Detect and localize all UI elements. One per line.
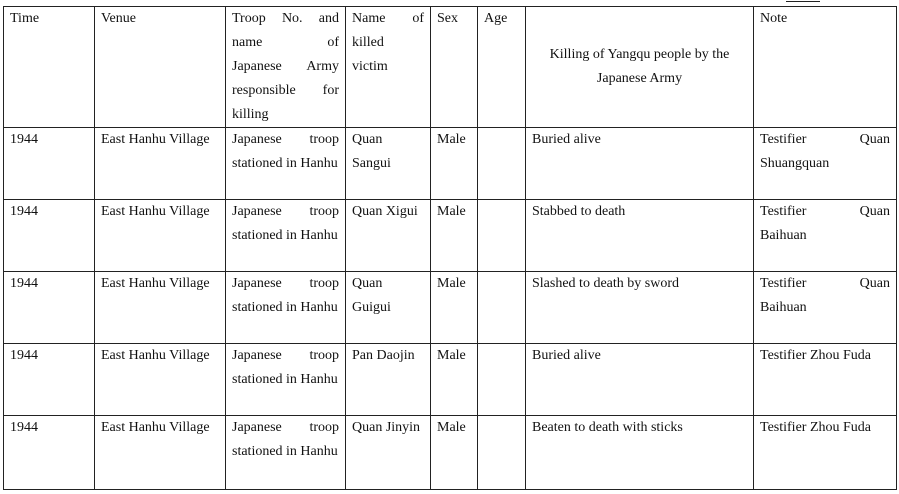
- cell-troop: Japanese troop stationed in Hanhu: [226, 128, 346, 200]
- table-row: [4, 416, 897, 490]
- cell-age: [478, 128, 526, 200]
- header-venue: Venue: [95, 7, 226, 128]
- cell-age: [478, 200, 526, 272]
- cell-description: Buried alive: [526, 128, 754, 200]
- cell-note: Testifier Quan Baihuan: [754, 272, 897, 344]
- killing-record-table: [3, 6, 897, 490]
- table-row: [4, 272, 897, 344]
- cell-venue: East Hanhu Village: [95, 416, 226, 490]
- cell-time: 1944: [4, 200, 95, 272]
- cell-age: [478, 344, 526, 416]
- table-row: [4, 200, 897, 272]
- cell-note: Testifier Zhou Fuda: [754, 416, 897, 490]
- cell-victim: Pan Daojin: [346, 344, 431, 416]
- cell-troop: Japanese troop stationed in Hanhu: [226, 344, 346, 416]
- header-victim: Name of killed victim: [346, 7, 431, 128]
- cell-sex: Male: [431, 272, 478, 344]
- header-time: Time: [4, 7, 95, 128]
- cell-sex: Male: [431, 416, 478, 490]
- cell-troop: Japanese troop stationed in Hanhu: [226, 272, 346, 344]
- cell-time: 1944: [4, 344, 95, 416]
- cell-victim: Quan Sangui: [346, 128, 431, 200]
- cell-troop: Japanese troop stationed in Hanhu: [226, 200, 346, 272]
- cell-troop: Japanese troop stationed in Hanhu: [226, 416, 346, 490]
- cell-sex: Male: [431, 344, 478, 416]
- cell-time: 1944: [4, 272, 95, 344]
- cell-description: Stabbed to death: [526, 200, 754, 272]
- cell-note: Testifier Quan Shuangquan: [754, 128, 897, 200]
- cell-age: [478, 272, 526, 344]
- table-row: [4, 344, 897, 416]
- table-row: [4, 128, 897, 200]
- cell-venue: East Hanhu Village: [95, 344, 226, 416]
- cell-venue: East Hanhu Village: [95, 200, 226, 272]
- cell-sex: Male: [431, 128, 478, 200]
- cell-victim: Quan Xigui: [346, 200, 431, 272]
- cell-venue: East Hanhu Village: [95, 128, 226, 200]
- cell-description: Beaten to death with sticks: [526, 416, 754, 490]
- cell-age: [478, 416, 526, 490]
- cell-note: Testifier Quan Baihuan: [754, 200, 897, 272]
- header-troop: Troop No. and name of Japanese Army responsible for killing: [226, 7, 346, 128]
- header-sex: Sex: [431, 7, 478, 128]
- header-description: Killing of Yangqu people by the Japanese Army: [526, 7, 754, 128]
- cell-note: Testifier Zhou Fuda: [754, 344, 897, 416]
- cell-victim: Quan Guigui: [346, 272, 431, 344]
- cell-description: Slashed to death by sword: [526, 272, 754, 344]
- cell-description: Buried alive: [526, 344, 754, 416]
- page-top-rule: [786, 1, 820, 2]
- cell-time: 1944: [4, 128, 95, 200]
- cell-time: 1944: [4, 416, 95, 490]
- cell-sex: Male: [431, 200, 478, 272]
- cell-venue: East Hanhu Village: [95, 272, 226, 344]
- header-age: Age: [478, 7, 526, 128]
- cell-victim: Quan Jinyin: [346, 416, 431, 490]
- header-note: Note: [754, 7, 897, 128]
- table-header-row: [4, 7, 897, 128]
